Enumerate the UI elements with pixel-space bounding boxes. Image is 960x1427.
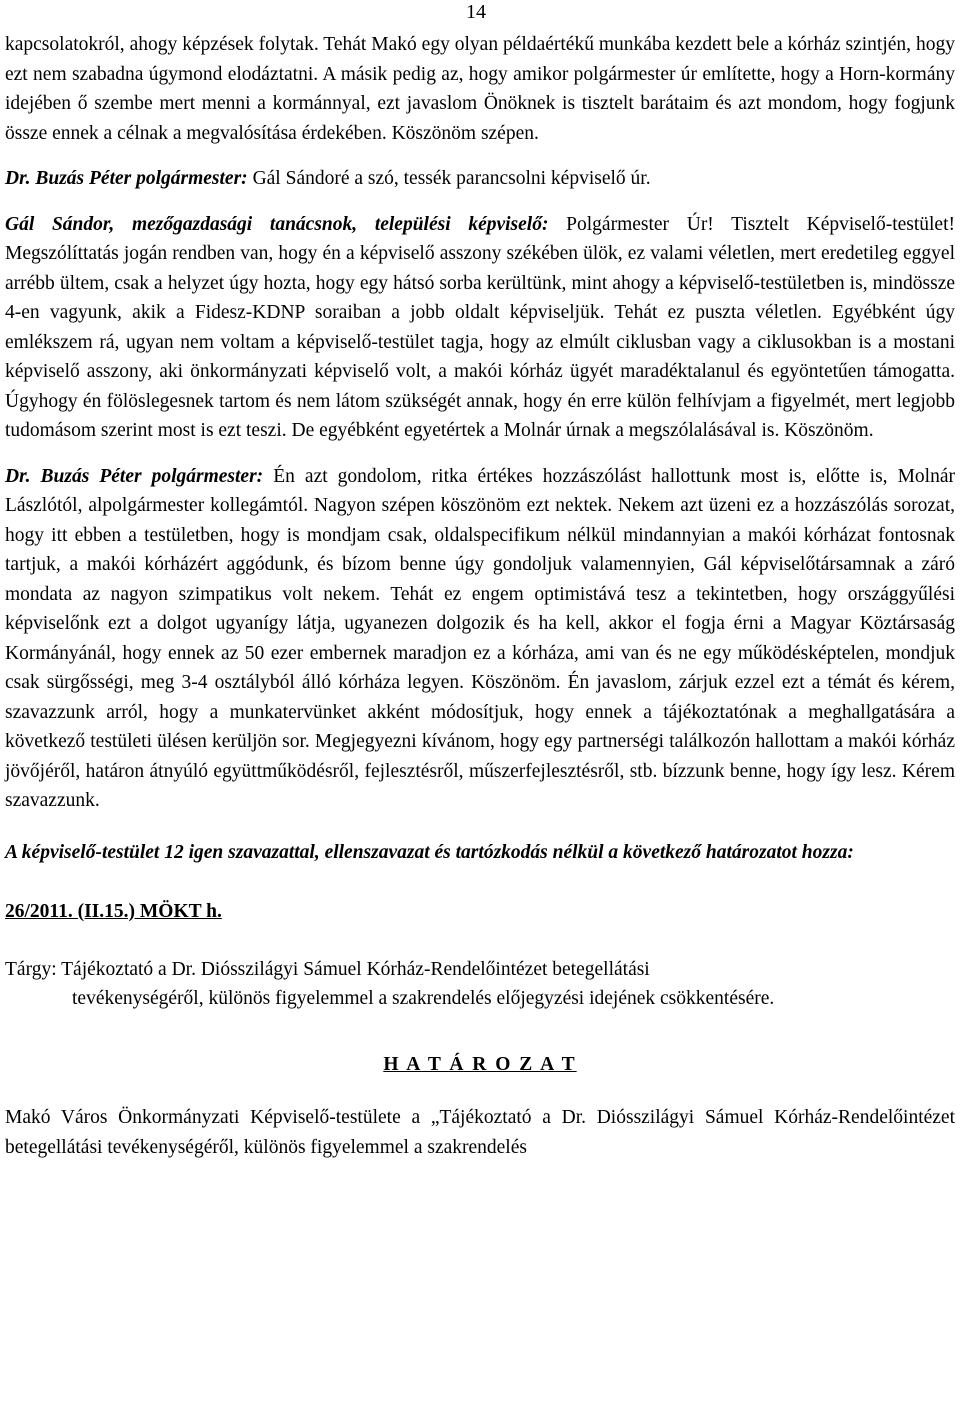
speech-text: Gál Sándoré a szó, tessék parancsolni képviselő úr.	[247, 168, 651, 189]
speech-text: Én azt gondolom, ritka értékes hozzászólást hallottunk most is, előtte is, Molnár Lászlótól, alpolgármester kollegámtól. Nagyon szépen köszönöm ezt nektek. Nekem azt üzeni ez a hozzászólás sorozat, hogy itt ebben a testületben, hogy is mondjam csak, oldalspecifikum nélkül mindannyian a makói kórházat fontosnak tartjuk, a makói kórházért aggódunk, és bízom benne úgy gondoljuk valamennyien, Gál képviselőtársamnak a záró mondata az nagyon szimpatikus volt nekem. Tehát ez engem optimistává tesz a tekintetben, hogy országgyűlési képviselőnk ezt a dolgot ugyanígy látja, ugyanezen dolgozik és ha kell, akkor el fogja érni a Magyar Köztársaság Kormányánál, hogy ennek az 50 ezer embernek maradjon ez a kórháza, ami van és ne egy működésképtelen, mondjuk csak sürgősségi, meg 3-4 osztályból álló kórháza legyen. Köszönöm. Én javaslom, zárjuk ezzel ezt a témát és kérem, szavazzunk arról, hogy a munkatervünket akként módosítjuk, hogy ennek a tájékoztatónak a meghallgatására a következő testületi ülésen kerüljön sor. Megjegyezni kívánom, hogy egy partnerségi találkozón hallottam a makói kórház jövőjéről, határon átnyúló együttműködésről, fejlesztésről, műszerfejlesztésről, stb. bízzunk benne, hogy így lesz. Kérem szavazzunk.	[5, 465, 955, 811]
paragraph-mayor-2	[5, 462, 955, 816]
document-body	[5, 30, 955, 1162]
vote-statement: A képviselő-testület 12 igen szavazattal, ellenszavazat és tartózkodás nélkül a következő határozatot hozza:	[5, 841, 854, 863]
speaker-name: Dr. Buzás Péter polgármester:	[5, 465, 264, 487]
subject-block	[5, 955, 955, 1014]
subject-line-2: tevékenységéről, különös figyelemmel a szakrendelés előjegyzési idejének csökkentésére.	[72, 988, 775, 1009]
page-number: 14	[466, 1, 486, 23]
speech-text: Polgármester Úr! Tisztelt Képviselő-testület! Megszólíttatás jogán rendben van, hogy én a képviselő asszony székében ülök, ez valami véletlen, mert eredetileg eggyel arrébb ültem, csak a helyzet úgy hozta, hogy egy hátsó sorba kerültünk, mint ahogy a képviselő-testületben is, mindössze 4-en vagyunk, akik a Fidesz-KDNP soraiban a jobb oldalt képviseljük. Tehát ez puszta véletlen. Egyébként úgy emlékszem rá, ugyan nem voltam a képviselő-testület tagja, hogy az elmúlt ciklusban vagy a ciklusokban is a mostani képviselő asszony, aki önkormányzati képviselő volt, a makói kórház ügyét maradéktalanul és egyöntetűen támogatta. Úgyhogy én fölöslegesnek tartom és nem látom szükségét annak, hogy én erre külön felhívjam a figyelmét, mert legjobb tudomásom szerint most is ezt teszi. De egyébként egyetértek a Molnár úrnak a megszólalásával is. Köszönöm.	[5, 213, 956, 441]
speaker-name: Gál Sándor, mezőgazdasági tanácsnok, települési képviselő:	[5, 213, 549, 235]
resolution-number: 26/2011. (II.15.) MÖKT h.	[5, 901, 222, 922]
paragraph-mayor-1	[5, 164, 955, 194]
subject-line-1: Tárgy: Tájékoztató a Dr. Diósszilágyi Sámuel Kórház-Rendelőintézet betegellátási	[5, 958, 650, 980]
speaker-name: Dr. Buzás Péter polgármester:	[5, 168, 248, 189]
paragraph-intro: kapcsolatokról, ahogy képzések folytak. Tehát Makó egy olyan példaértékű munkába kezdett bele a kórház szintjén, hogy ezt nem szabadna úgymond elodáztatni. A másik pedig az, hogy amikor polgármester úr említette, hogy a Horn-kormány idejében ő szembe mert menni a kormánnyal, ezt javaslom Önöknek is tisztelt barátaim és azt mondom, hogy fogjunk össze ennek a célnak a megvalósítása érdekében. Köszönöm szépen.	[5, 34, 955, 144]
paragraph-gal-sandor	[5, 210, 955, 446]
resolution-heading: H A T Á R O Z A T	[383, 1053, 577, 1075]
resolution-text: Makó Város Önkormányzati Képviselő-testülete a „Tájékoztató a Dr. Diósszilágyi Sámuel Kórház-Rendelőintézet betegellátási tevékenységéről, különös figyelemmel a szakrendelés	[5, 1107, 955, 1158]
